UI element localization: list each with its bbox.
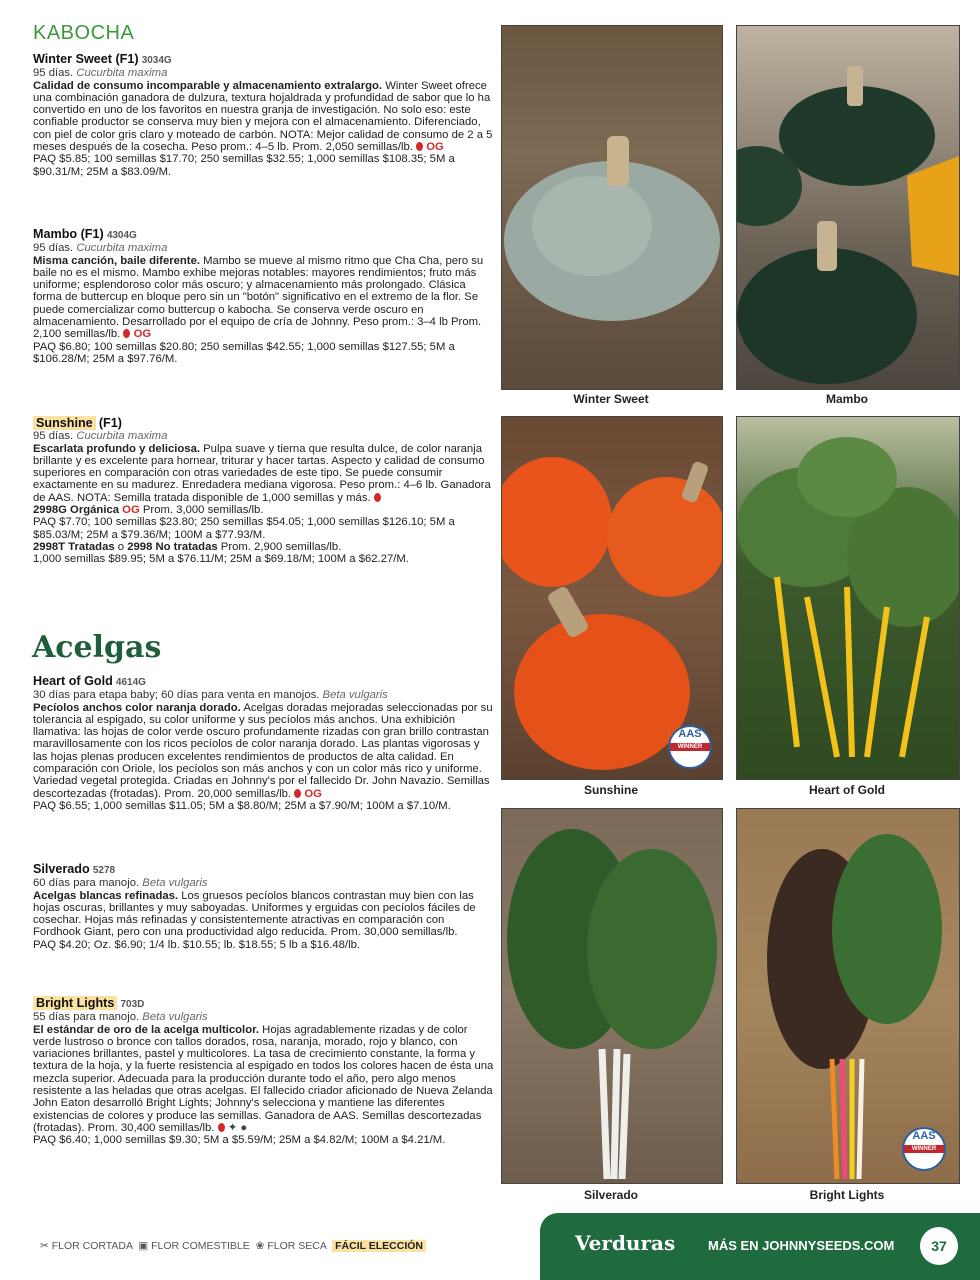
section-title-acelgas: Acelgas bbox=[32, 630, 162, 665]
days-to-maturity: 30 días para etapa baby; 60 días para venta en manojos. bbox=[33, 689, 320, 702]
organic-badge: OG bbox=[133, 328, 152, 341]
caption-mambo: Mambo bbox=[826, 392, 868, 406]
product-code: 5278 bbox=[92, 865, 116, 876]
days-to-maturity: 60 días para manojo. bbox=[33, 877, 140, 890]
treated-seed-icon bbox=[374, 493, 381, 502]
aas-winner-badge bbox=[668, 725, 712, 769]
aas-text: AAS bbox=[912, 1130, 936, 1142]
price-line-2: 1,000 semillas $89.95; 5M a $76.11/M; 25M a $69.18/M; 100M a $62.27/M. bbox=[33, 553, 409, 566]
product-name: Silverado bbox=[33, 862, 90, 876]
legend-flor-seca: FLOR SECA bbox=[267, 1240, 327, 1252]
description: Acelgas doradas mejoradas seleccionadas por su tolerancia al espigado, su color uniforme y sus pecíolos más anchos. Una exhibición llamativa: las hojas de color verde oscuro profundamente rizadas con gran brillo contrastan maravillosamente con los ricos pecíolos de color naranja dorado. Las plantas vigorosas y las hojas plenas producen excelentes rendimientos de productos de alta calidad. En comparación con Oriole, los pecíolos son más anchos y con un color más rico y uniforme. Variedad vegetal protegida. Criadas en Johnny's por el fallecido Dr. John Navazio. Semillas descortezadas (frotadas). Prom. 20,000 semillas/lb. bbox=[33, 701, 493, 800]
organic-code: 2998G Orgánica bbox=[33, 504, 120, 517]
legend-flor-comestible: FLOR COMESTIBLE bbox=[151, 1240, 250, 1252]
price-line: PAQ $6.55; 1,000 semillas $11.05; 5M a $8.80/M; 25M a $7.90/M; 100M a $7.10/M. bbox=[33, 799, 451, 812]
chard-illustration bbox=[737, 417, 959, 779]
product-code: 4614G bbox=[115, 677, 146, 688]
price-line: PAQ $7.70; 100 semillas $23.80; 250 semillas $54.05; 1,000 semillas $126.10; 5M a $85.03/M; 25M a $79.36/M; 100M a $77.93/M. bbox=[33, 516, 455, 541]
caption-bright-lights: Bright Lights bbox=[809, 1188, 885, 1202]
legend-facil-eleccion: FÁCIL ELECCIÓN bbox=[332, 1240, 426, 1252]
scissors-icon: ✂ bbox=[40, 1240, 49, 1252]
latin-name: Cucurbita maxima bbox=[76, 67, 168, 80]
lead-text: Misma canción, baile diferente. bbox=[33, 254, 200, 267]
product-name: Heart of Gold bbox=[33, 674, 113, 688]
caption-winter-sweet: Winter Sweet bbox=[573, 392, 649, 406]
lead-text: El estándar de oro de la acelga multicolor. bbox=[33, 1023, 260, 1036]
product-code: 703D bbox=[120, 999, 145, 1010]
photo-silverado bbox=[501, 808, 723, 1184]
treated-code: 2998T Tratadas bbox=[33, 540, 115, 553]
treated-avg: Prom. 2,900 semillas/lb. bbox=[220, 540, 342, 553]
lead-text: Pecíolos anchos color naranja dorado. bbox=[33, 701, 241, 714]
organic-badge: OG bbox=[304, 787, 322, 800]
photo-heart-of-gold bbox=[736, 416, 960, 780]
description: Pulpa suave y tierna que resulta dulce, de color naranja brillante y es excelente para hornear, triturar y hacer tartas. Aspecto y calidad de consumo superiores en comparación con otras variedades de este tipo. Se puede consumir exactamente en su madurez. Enredadera mediana vigorosa. Peso prom.: 4–6 lb. Ganadora de AAS. NOTA: Semilla tratada disponible de 1,000 semillas y más. bbox=[33, 442, 491, 504]
description: Mambo se mueve al mismo ritmo que Cha Cha, pero su baile no es el mismo. Mambo exhibe mejoras notables: mayores rendimientos; fruto más uniforme; esplendoroso color más oscuro; y almacenamiento más prolongado. Clásica forma de buttercup en bloque pero sin un "botón" significativo en el extremo de la flor. Se puede comercializar como buttercup o kabocha. Se conserva verde oscuro en almacenamiento. Desarrollado por el equipo de cría de Johnny. Peso prom.: 3–4 lb Prom. 2,100 semillas/lb. bbox=[33, 254, 484, 341]
photo-bright-lights bbox=[736, 808, 960, 1184]
product-bright-lights bbox=[33, 997, 495, 1147]
organic-badge: OG bbox=[426, 141, 444, 154]
caption-silverado: Silverado bbox=[583, 1188, 639, 1202]
section-title-kabocha: KABOCHA bbox=[33, 22, 135, 44]
photo-sunshine bbox=[501, 416, 723, 780]
drop-icon: ● bbox=[240, 1121, 248, 1134]
photo-winter-sweet bbox=[501, 25, 723, 390]
chard-illustration bbox=[502, 809, 722, 1183]
latin-name: Beta vulgaris bbox=[142, 1011, 208, 1024]
treated-seed-icon bbox=[218, 1123, 225, 1132]
description: Hojas agradablemente rizadas y de color verde lustroso o bronce con tallos dorados, rosa, naranja, morado, rojo y blanco, con variaciones brillantes, pastel y multicolores. La tasa de crecimiento constante, la forma y textura de la hoja, y la fuerte resistencia al espigado en todos los colores hacen de ésta una mezcla superior. Adecuada para la producción durante todo el año, pero algo menos resistente a las heladas que otras acelgas. El fallecido criador aficionado de Nueva Zelanda John Eaton desarrolló Bright Lights; Johnny's selecciona y mantiene las diferentes existencias de colores y produce las semillas. Ganadora de AAS. Semillas descortezadas (frotadas). Prom. 30,400 semillas/lb. bbox=[33, 1023, 494, 1134]
aas-winner-badge bbox=[902, 1127, 946, 1171]
lead-text: Acelgas blancas refinadas. bbox=[33, 889, 179, 902]
edible-flower-icon: ▣ bbox=[138, 1240, 149, 1252]
description: Winter Sweet ofrece una combinación ganadora de dulzura, textura hojaldrada y profundidad de sabor que lo ha convertido en uno de los favoritos en nuestra granja de investigación. No solo eso: este confiable productor se conserva muy bien y mejora con el almacenamiento. Diferenciado, con piel de color gris claro y moteado de carbón. NOTA: Mejor calidad de consumo de 2 a 5 meses después de la cosecha. Peso prom.: 4–5 lb. Prom. 2,050 semillas/lb. bbox=[33, 79, 493, 154]
days-to-maturity: 95 días. bbox=[33, 242, 74, 255]
product-name: Mambo (F1) bbox=[33, 227, 104, 241]
cut-flower-icon: ✦ bbox=[227, 1121, 238, 1134]
icon-legend bbox=[40, 1240, 426, 1252]
description: Los gruesos pecíolos blancos contrastan muy bien con las hojas oscuras, brillantes y muy saboyadas. Uniformes y erguidas con pecíolos fáciles de cosechar. Hojas más refinadas y consistentemente atractivas en comparación con Fordhook Giant, pero con una productividad algo reducida. Prom. 30,000 semillas/lb. bbox=[33, 889, 476, 939]
treated-seed-icon bbox=[294, 789, 301, 798]
footer-site-link[interactable]: MÁS EN JOHNNYSEEDS.COM bbox=[708, 1238, 895, 1253]
organic-avg: Prom. 3,000 semillas/lb. bbox=[142, 504, 264, 517]
days-to-maturity: 95 días. bbox=[33, 67, 74, 80]
treated-or: o bbox=[117, 540, 125, 553]
days-to-maturity: 55 días para manojo. bbox=[33, 1011, 140, 1024]
product-name: Bright Lights bbox=[33, 996, 117, 1010]
latin-name: Cucurbita maxima bbox=[76, 430, 168, 443]
page-number: 37 bbox=[920, 1227, 958, 1265]
product-name: Winter Sweet (F1) bbox=[33, 52, 139, 66]
footer-bar bbox=[540, 1213, 980, 1280]
legend-flor-cortada: FLOR CORTADA bbox=[51, 1240, 133, 1252]
product-suffix: (F1) bbox=[98, 416, 122, 430]
price-line: PAQ $6.80; 100 semillas $20.80; 250 semillas $42.55; 1,000 semillas $127.55; 5M a $106.28/M; 25M a $97.76/M. bbox=[33, 340, 455, 365]
treated-seed-icon bbox=[416, 142, 423, 151]
price-line: PAQ $5.85; 100 semillas $17.70; 250 semillas $32.55; 1,000 semillas $108.35; 5M a $90.31/M; 25M a $83.09/M. bbox=[33, 153, 455, 178]
untreated-code: 2998 No tratadas bbox=[127, 540, 218, 553]
product-code: 3034G bbox=[141, 55, 172, 66]
squash-illustration bbox=[502, 26, 722, 389]
product-name: Sunshine bbox=[33, 416, 96, 430]
lead-text: Escarlata profundo y deliciosa. bbox=[33, 442, 200, 455]
caption-sunshine: Sunshine bbox=[583, 783, 638, 797]
organic-badge: OG bbox=[122, 504, 140, 517]
treated-seed-icon bbox=[123, 329, 130, 338]
lead-text: Calidad de consumo incomparable y almacenamiento extralargo. bbox=[33, 79, 383, 92]
product-silverado bbox=[33, 863, 495, 951]
product-heart-of-gold bbox=[33, 675, 495, 812]
price-line: PAQ $6.40; 1,000 semillas $9.30; 5M a $5.59/M; 25M a $4.82/M; 100M a $4.21/M. bbox=[33, 1134, 446, 1147]
aas-sub: WINNER bbox=[904, 1145, 944, 1153]
caption-heart-of-gold: Heart of Gold bbox=[808, 783, 885, 797]
latin-name: Beta vulgaris bbox=[322, 689, 388, 702]
days-to-maturity: 95 días. bbox=[33, 430, 74, 443]
latin-name: Cucurbita maxima bbox=[76, 242, 168, 255]
aas-text: AAS bbox=[678, 728, 702, 740]
dried-flower-icon: ❀ bbox=[255, 1240, 265, 1252]
product-code: 4304G bbox=[106, 230, 137, 241]
price-line: PAQ $4.20; Oz. $6.90; 1/4 lb. $10.55; lb. $18.55; 5 lb a $16.48/lb. bbox=[33, 938, 361, 951]
product-winter-sweet bbox=[33, 53, 495, 178]
product-sunshine bbox=[33, 417, 495, 566]
squash-illustration bbox=[737, 26, 959, 389]
product-mambo bbox=[33, 228, 495, 365]
aas-sub: WINNER bbox=[670, 743, 710, 751]
latin-name: Beta vulgaris bbox=[142, 877, 208, 890]
photo-mambo bbox=[736, 25, 960, 390]
footer-category: Verduras bbox=[575, 1231, 676, 1255]
